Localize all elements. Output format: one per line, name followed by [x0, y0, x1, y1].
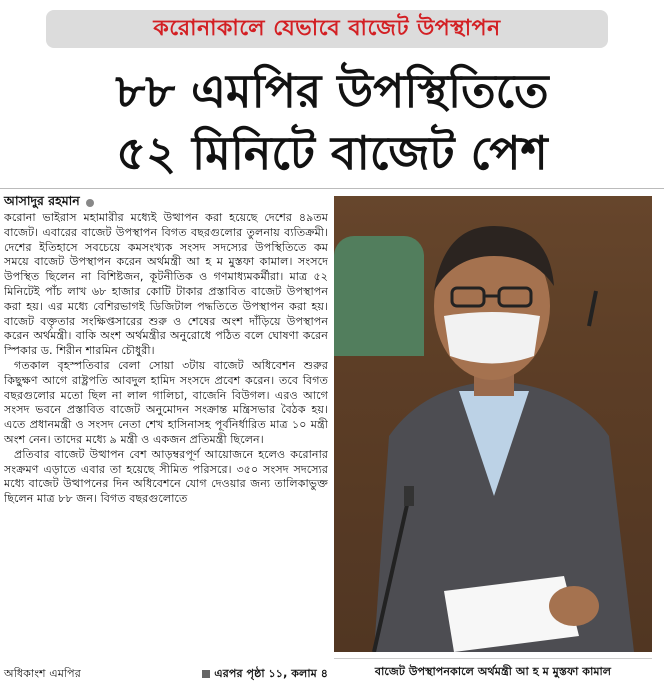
- article-paragraph: প্রতিবার বাজেট উত্থাপন বেশ আড়ম্বরপূর্ণ আয়োজনে হলেও করোনার সংক্রমণ এড়াতে এবার তা হয়েছে সীমিত পরিসরে। ৩৫০ সংসদ সদস্যের মধ্যে বাজেট উত্থাপনের দিন অধিবেশনে যোগ দেওয়ার জন্য তালিকাভুক্ত ছিলেন মাত্র ৮৮ জন। বিগত বছরগুলোতে: [4, 447, 328, 506]
- headline: [0, 60, 664, 184]
- section-kicker: করোনাকালে যেভাবে বাজেট উপস্থাপন: [46, 10, 608, 48]
- continued-text: এরপর পৃষ্ঠা ১১, কলাম ৪: [214, 666, 328, 680]
- byline: [4, 193, 94, 213]
- last-line-text: অধিকাংশ এমপির: [4, 666, 81, 680]
- square-bullet-icon: [202, 670, 210, 678]
- author-name: আসাদুর রহমান: [4, 193, 80, 208]
- article-paragraph: গতকাল বৃহস্পতিবার বেলা সোয়া ৩টায় বাজেট অধিবেশন শুরুর কিছুক্ষণ আগে রাষ্ট্রপতি আবদুল হামিদ সংসদে প্রবেশ করেন। তবে বিগত বছরগুলোর মতো ছিল না লাল গালিচা, বাজেনি বিউগল। এরও আগে সংসদ ভবনে প্রস্তাবিত বাজেট অনুমোদন সংক্রান্ত মন্ত্রিসভার বৈঠক হয়। এতে প্রধানমন্ত্রী ও সংসদ নেতা শেখ হাসিনাসহ পূর্বনির্ধারিত মাত্র ১০ মন্ত্রী অংশ নেন। তাদের মধ্যে ৯ মন্ত্রী ও একজন প্রতিমন্ত্রী ছিলেন।: [4, 358, 328, 446]
- continuation-line: [4, 666, 328, 682]
- continued-on: [202, 665, 328, 684]
- headline-line-2: ৫২ মিনিটে বাজেট পেশ: [116, 126, 548, 180]
- byline-dot-icon: [86, 199, 94, 207]
- article-paragraph: করোনা ভাইরাস মহামারীর মধ্যেই উত্থাপন করা হয়েছে দেশের ৪৯তম বাজেট। এবারের বাজেট উপস্থাপন বিগত বছরগুলোর তুলনায় ব্যতিক্রমী। দেশের ইতিহাসে সবচেয়ে কমসংখ্যক সংসদ সদস্যের উপস্থিতিতে কম সময়ে বাজেট উপস্থাপন করেন অর্থমন্ত্রী আ হ ম মুস্তফা কামাল। সংসদে উপস্থিত ছিলেন না বিশিষ্টজন, কূটনীতিক ও গণমাধ্যমকর্মীরা। মাত্র ৫২ মিনিটেই পাঁচ লাখ ৬৮ হাজার কোটি টাকার প্রস্তাবিত বাজেট উপস্থাপন করা হয়। এর মধ্যে বেশিরভাগই ডিজিটাল পদ্ধতিতে উপস্থাপন করা হয়। বাজেট বক্তৃতার সংক্ষিপ্তসারের শুরু ও শেষের অংশ দাঁড়িয়ে উপস্থাপন করেন অর্থমন্ত্রী। বাকি অংশ অর্থমন্ত্রীর অনুরোধে পঠিত বলে ঘোষণা করেন স্পিকার ড. শিরীন শারমিন চৌধুরী।: [4, 211, 328, 358]
- article-body: [4, 211, 328, 651]
- photo-illustration: [334, 196, 652, 652]
- headline-line-1: ৮৮ এমপির উপস্থিতিতে: [115, 64, 549, 118]
- photo-caption: বাজেট উপস্থাপনকালে অর্থমন্ত্রী আ হ ম মুস্তফা কামাল: [334, 658, 652, 685]
- divider: [0, 188, 664, 189]
- news-photo: [334, 196, 652, 652]
